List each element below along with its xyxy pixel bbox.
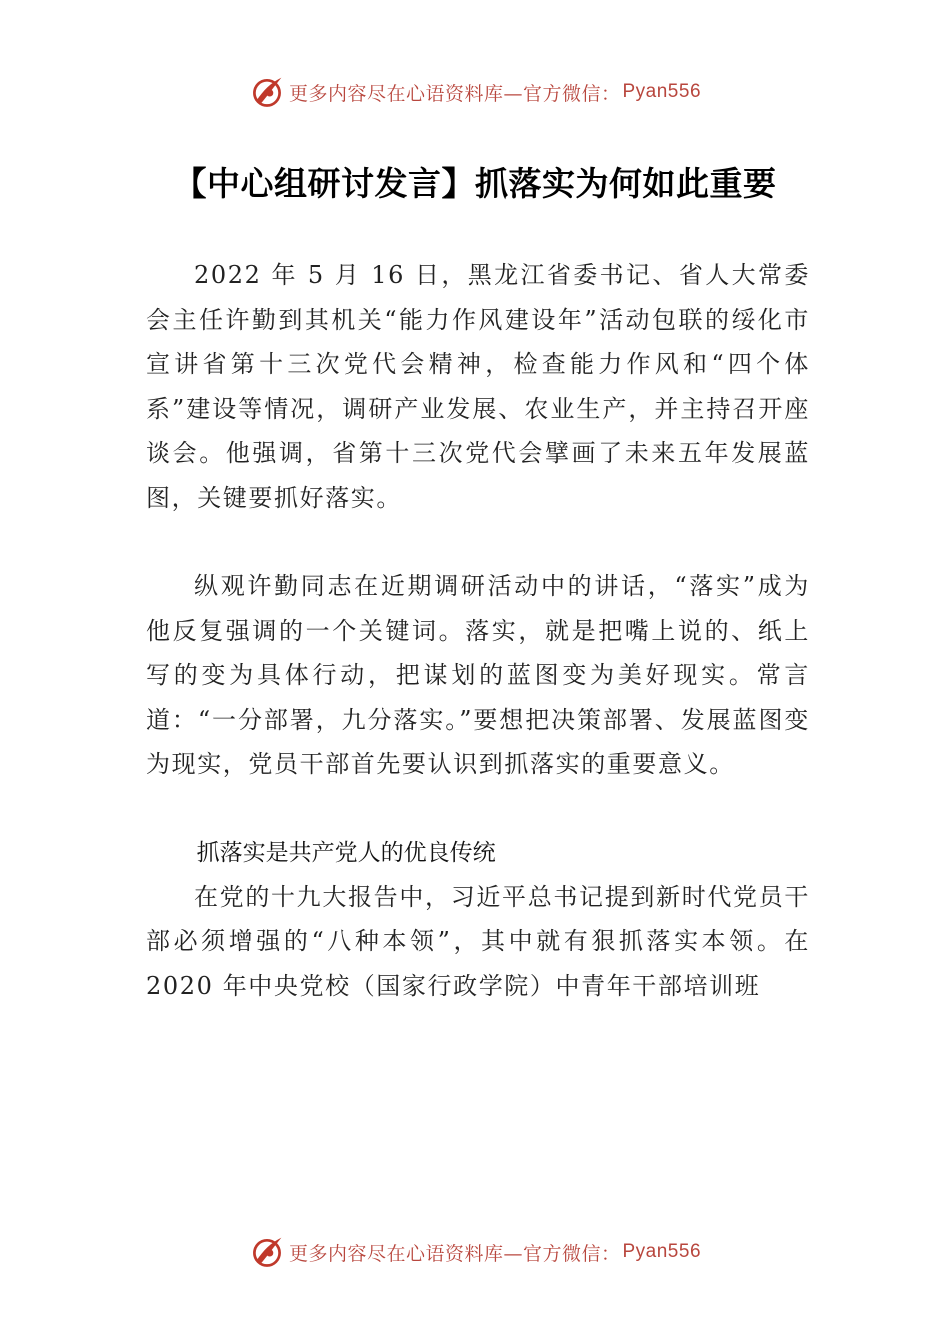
document-title: 【中心组研讨发言】抓落实为何如此重要 <box>173 164 777 203</box>
watermark-wechat-id: Pyan556 <box>622 1241 702 1262</box>
footer-watermark <box>0 1230 950 1274</box>
watermark-text: 更多内容尽在心语资料库—官方微信： <box>288 82 621 105</box>
brush-logo-icon <box>249 1234 285 1270</box>
document-body <box>146 253 810 1008</box>
paragraph-2: 纵观许勤同志在近期调研活动中的讲话，“落实”成为他反复强调的一个关键词。落实，就是把嘴上说的、纸上写的变为具体行动，把谋划的蓝图变为美好现实。常言道：“一分部署，九分落实。”要想把决策部署、发展蓝图变为现实，党员干部首先要认识到抓落实的重要意义。 <box>146 572 810 778</box>
section-paragraph: 在党的十九大报告中，习近平总书记提到新时代党员干部必须增强的“八种本领”，其中就有狠抓落实本领。在 2020 年中央党校（国家行政学院）中青年干部培训班 <box>146 882 810 1000</box>
brush-logo-icon <box>249 74 285 110</box>
watermark-wechat-id: Pyan556 <box>622 81 702 102</box>
section-heading: 抓落实是共产党人的优良传统 <box>196 839 496 866</box>
header-watermark <box>0 70 950 114</box>
paragraph-1: 2022 年 5 月 16 日，黑龙江省委书记、省人大常委会主任许勤到其机关“能力作风建设年”活动包联的绥化市宣讲省第十三次党代会精神，检查能力作风和“四个体系”建设等情况，调研产业发展、农业生产，并主持召开座谈会。他强调，省第十三次党代会擘画了未来五年发展蓝图，关键要抓好落实。 <box>146 261 810 512</box>
watermark-text: 更多内容尽在心语资料库—官方微信： <box>288 1242 621 1265</box>
